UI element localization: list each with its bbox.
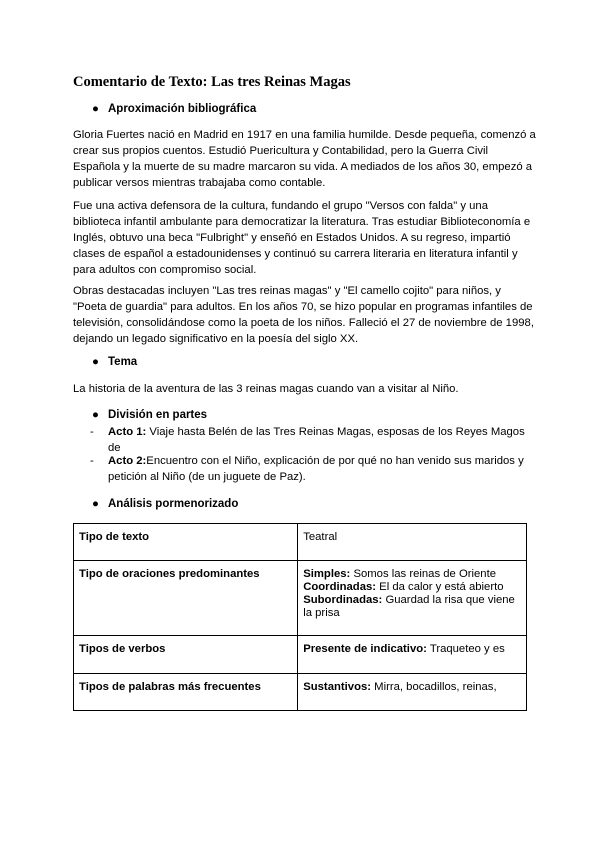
table-cell-label: Tipo de oraciones predominantes — [74, 561, 298, 636]
bullet-icon: ● — [92, 103, 99, 115]
bullet-icon: ● — [92, 498, 99, 510]
oracion-coord-text: El da calor y está abierto — [376, 581, 504, 593]
text-line: dejando un legado significativo en la poesía del siglo XX. — [73, 333, 359, 345]
text-line: biblioteca infantil ambulante para democratizar la literatura. Tras estudiar Biblioteconomía e — [73, 216, 531, 228]
paragraph-biografia-1 — [73, 127, 535, 191]
text-line: para adultos con compromiso social. — [73, 264, 257, 276]
palabras-label: Sustantivos: — [303, 681, 372, 693]
table-row — [74, 524, 527, 561]
table-row — [74, 674, 527, 711]
document-title: Comentario de Texto: Las tres Reinas Magas — [73, 74, 351, 90]
verbos-label: Presente de indicativo: — [303, 643, 427, 655]
oracion-subord-label: Subordinadas: — [303, 594, 383, 606]
text-line: Gloria Fuertes nació en Madrid en 1917 en una familia humilde. Desde pequeña, comenzó a — [73, 129, 536, 141]
table-cell-label: Tipos de verbos — [74, 636, 298, 674]
heading-text: Tema — [108, 356, 138, 368]
acto-text: Viaje hasta Belén de las Tres Reinas Magas, esposas de los Reyes Magos — [146, 426, 525, 438]
paragraph-biografia-3 — [73, 283, 535, 347]
palabras-text: Mirra, bocadillos, reinas, — [371, 681, 497, 693]
text-line: Española y la muerte de su madre marcaron su vida. A mediados de los años 30, empezó a — [73, 161, 533, 173]
text-line: publicar versos mientras trabajaba como contable. — [73, 177, 326, 189]
section-heading-analisis — [92, 498, 238, 510]
dash-bullet: - — [90, 455, 94, 467]
text-line: La historia de la aventura de las 3 reinas magas cuando van a visitar al Niño. — [73, 383, 459, 395]
oracion-coord-label: Coordinadas: — [303, 581, 377, 593]
acto-label: Acto 2: — [108, 455, 147, 467]
table-cell-value — [298, 636, 527, 674]
heading-text: Aproximación bibliográfica — [108, 103, 257, 115]
bullet-icon: ● — [92, 356, 99, 368]
analysis-table — [73, 523, 527, 711]
dash-bullet: - — [90, 426, 94, 438]
text-line: Obras destacadas incluyen "Las tres reinas magas" y "El camello cojito" para niños, y — [73, 285, 501, 297]
table-row — [74, 636, 527, 674]
bullet-icon: ● — [92, 409, 99, 421]
table-cell-value — [298, 674, 527, 711]
table-cell-value: Teatral — [298, 524, 527, 561]
acto-label: Acto 1: — [108, 426, 147, 438]
text-line: Fue una activa defensora de la cultura, fundando el grupo "Versos con falda" y una — [73, 200, 488, 212]
paragraph-tema — [73, 381, 535, 397]
table-cell-value — [298, 561, 527, 636]
acto-text-cont: de — [108, 442, 121, 454]
oracion-simples-text: Somos las reinas de Oriente — [350, 568, 496, 580]
paragraph-biografia-2 — [73, 198, 535, 278]
acto-text: Encuentro con el Niño, explicación de por qué no han venido sus maridos y — [146, 455, 524, 467]
text-line: clases de español a estadounidenses y continuó su carrera literaria en literatura infantil y — [73, 248, 518, 260]
text-line: televisión, consolidándose como la poeta de los niños. Falleció el 27 de noviembre de 1998, — [73, 317, 534, 329]
section-heading-division — [92, 409, 207, 421]
heading-text: Análisis pormenorizado — [108, 498, 239, 510]
section-heading-tema — [92, 356, 137, 368]
oracion-subord-text: Guardad la risa que viene — [382, 594, 515, 606]
oracion-simples-label: Simples: — [303, 568, 351, 580]
text-line: "Poeta de guardia" para adultos. En los años 70, se hizo popular en programas infantiles de — [73, 301, 533, 313]
acto-text-cont: petición al Niño (de un juguete de Paz). — [108, 471, 306, 483]
text-line: Inglés, obtuvo una beca "Fulbright" y enseñó en Estados Unidos. A su regreso, impartió — [73, 232, 511, 244]
text-line: crear sus propios cuentos. Estudió Puericultura y Contabilidad, pero la Guerra Civil — [73, 145, 489, 157]
section-heading-aproximacion — [92, 103, 256, 115]
table-cell-label: Tipo de texto — [74, 524, 298, 561]
heading-text: División en partes — [108, 409, 208, 421]
oracion-subord-cont: la prisa — [303, 607, 340, 619]
table-row — [74, 561, 527, 636]
table-cell-label: Tipos de palabras más frecuentes — [74, 674, 298, 711]
verbos-text: Traqueteo y es — [426, 643, 505, 655]
